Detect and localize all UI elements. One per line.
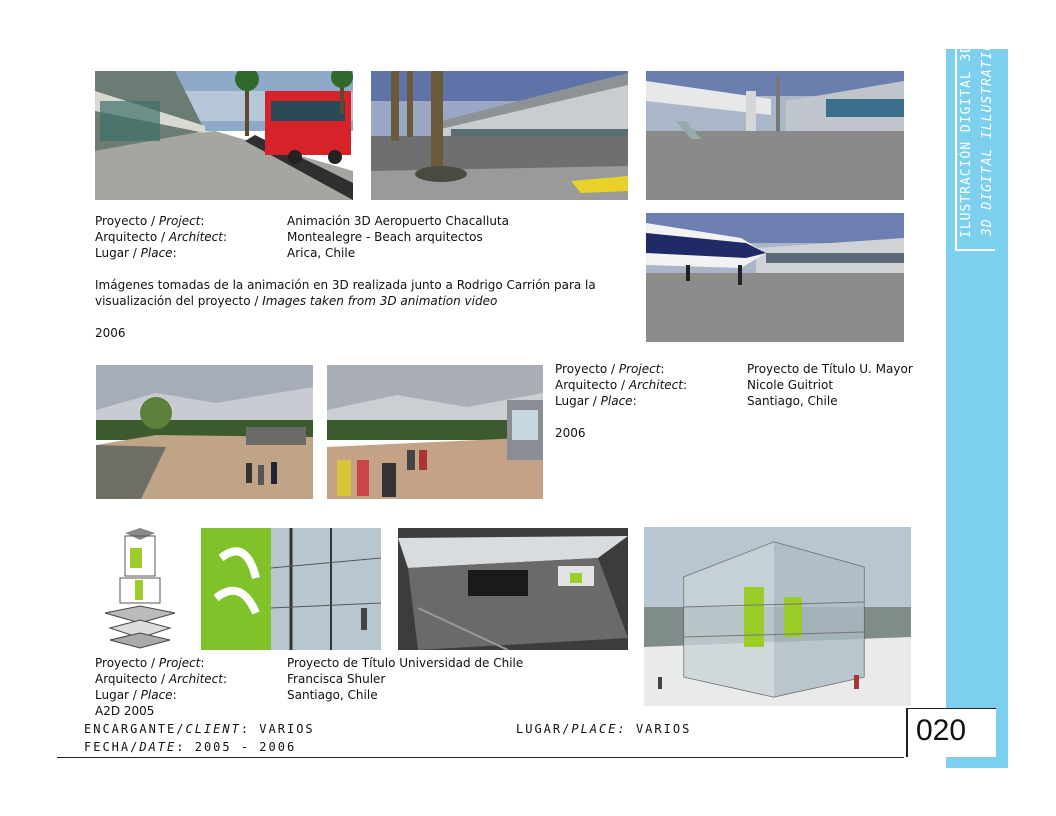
- photo-glass-facade: [201, 528, 381, 650]
- project3-info: Proyecto / Project: Proyecto de Título Universidad de Chile Arquitecto / Architect: Francisca Shuler Lugar / Place: Santiago, Chile A2D 2005: [95, 656, 524, 718]
- photo-airport-bus: [95, 71, 353, 200]
- footer-client: ENCARGANTE/CLIENT: VARIOS: [84, 722, 315, 736]
- project1-title: Animación 3D Aeropuerto Chacalluta: [287, 214, 509, 228]
- project2-architect: Nicole Guitriot: [747, 378, 834, 392]
- project1-info: Proyecto / Project: Animación 3D Aeropuerto Chacalluta Arquitecto / Architect: Montealegre - Beach arquitectos Lugar / Place: Arica, Chile: [95, 214, 509, 260]
- photo-building-render: [644, 527, 911, 706]
- project1-architect: Montealegre - Beach arquitectos: [287, 230, 483, 244]
- photo-exploded-axonometric: [95, 528, 185, 650]
- project2-title: Proyecto de Título U. Mayor: [747, 362, 913, 376]
- project1-place: Arica, Chile: [287, 246, 356, 260]
- side-title-es: ILUSTRACIÓN DIGITAL 3D: [959, 43, 974, 238]
- project3-place: Santiago, Chile: [287, 688, 378, 702]
- project3-title: Proyecto de Título Universidad de Chile: [287, 656, 524, 670]
- footer-date: FECHA/DATE: 2005 - 2006: [84, 740, 297, 754]
- footer-divider: [57, 757, 904, 758]
- project2-place: Santiago, Chile: [747, 394, 838, 408]
- photo-roof-aerial: [398, 528, 628, 650]
- project2-info: Proyecto / Project: Proyecto de Título U. Mayor Arquitecto / Architect: Nicole Guitriot Lugar / Place: Santiago, Chile: [555, 362, 913, 408]
- project3-architect: Francisca Shuler: [287, 672, 386, 686]
- photo-plaza-steps: [96, 365, 313, 499]
- page-number: 020: [916, 714, 967, 747]
- project1-description: Imágenes tomadas de la animación en 3D realizada junto a Rodrigo Carrión para la visualización del proyecto / Images taken from 3D animation video: [95, 278, 596, 308]
- photo-airport-jetbridge: [646, 71, 904, 200]
- photo-plaza-people: [327, 365, 543, 499]
- photo-airport-palms: [371, 71, 628, 200]
- project2-year: 2006: [555, 426, 586, 440]
- photo-airport-plane: [646, 213, 904, 342]
- footer-place: LUGAR/PLACE: VARIOS: [516, 722, 692, 736]
- side-title-en: 3D DIGITAL ILLUSTRATION: [980, 32, 995, 236]
- project1-year: 2006: [95, 326, 126, 340]
- project3-extra: A2D 2005: [95, 704, 155, 718]
